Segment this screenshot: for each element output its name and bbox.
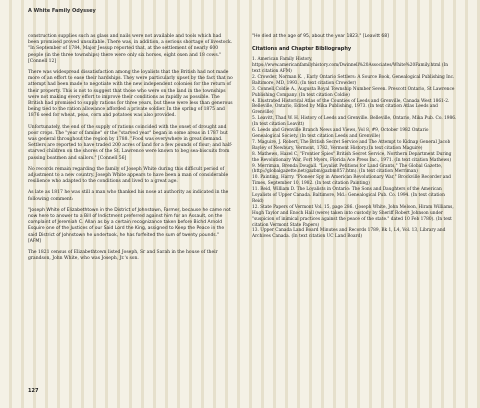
document-page bbox=[28, 8, 458, 400]
block-quote: "Joseph White of Elizabethtown in the District of Johnstown, Farmer, because he came not now here to answer to a Bill of Indictment preferred against him for an Assault, on the complaint of Jeremiah C. Allan as by a certain recognizance taken before Bichd Arnold Esquire one of the Justices of our Said Lord the King, assigned to Keep the Peace in the said District of Johnstown he undertook, he has forfeited the sum of twenty pounds." [AFM] bbox=[28, 207, 231, 244]
bibliography-entry: 10. Painting, Harry. "Pioneer Spy in American Revolutionary War," Brockville Recorder and Times, September 10, 1982. (In text citation Painting) bbox=[252, 175, 451, 187]
bibliography-entry: 9. Merriman, Brenda Dougall. "Loyalist Petitions for Land Grants," The Global Gazette, (http://globalgazette.net/gazbm/gazbm057.htm). (In text citation Merriman) bbox=[252, 163, 443, 175]
paragraph: As late as 1817 he was still a man who thanked his nose at authority as indicated in the following comment: bbox=[28, 190, 229, 202]
paragraph: The 1821 census of Elizabethtown listed Joseph, Sr and Sarah in the house of their grandson, John White, who was Joseph, Jr.'s son. bbox=[28, 250, 218, 262]
paragraph: No records remain regarding the family of Joseph White during this difficult period of adjustment to a new country. Joseph White appears to have been a man of considerable resilience who adapted to the conditions and lived to a great age. bbox=[28, 166, 229, 185]
paragraph: construction supplies such as glass and nails were not available and tools which had been promised proved unsuitable. There was, in addition, a serious shortage of livestock. "In September of 1784, Major Jessup reported that, at the settlement of nearly 600 people (in the three townships) there were only six horses, eight oxen and 18 cows." [Connell 12] bbox=[28, 34, 233, 64]
section-title: Citations and Chapter Bibliography bbox=[252, 46, 352, 53]
bibliography-entry: 2. Crowder, Norman K. , Early Ontario Settlers: A Source Book, Genealogical Publishing Inc. Baltimore, MD, 1993. (In text citation Crowder) bbox=[252, 74, 455, 86]
bibliography-entry: 1. American Family History, https://www.americanfamilyhistory.com/Dwinnell%20Associates/White%20Family.html (In text citation AFM) bbox=[252, 57, 448, 75]
bibliography-entry: 5. Leavitt, Thad W. H. History of Leeds and Grenville. Belleville, Ontario, Mika Pub. Co. 1986. (In text citation Leavitt) bbox=[252, 116, 457, 128]
closing-quote: "He died at the age of 95, about the year 1823." [Leavitt 68] bbox=[252, 34, 389, 39]
bibliography-entry: 4. Illustrated Historical Atlas of the Counties of Leeds and Grenville, Canada West 1861-2. Belleville, Ontario, Edited by Mika Publishing, 1973. (In text citation Atlas Leeds and Grenville) bbox=[252, 98, 450, 116]
bibliography-list bbox=[252, 57, 457, 240]
page-number: 127 bbox=[28, 388, 39, 394]
bibliography-entry: 7. Maguire, J. Robert, The British Secret Service and The Attempt to Kidnap General Jacob Bayley of Newbury, Vermont, 1782, Vermont History.(In text citation Maguire) bbox=[252, 139, 451, 151]
bibliography-entry: 11. Reid, William D. The Loyalists in Ontario: The Sons and Daughters of the American Loyalists of Upper Canada. Baltimore, Md.: Genealogical Pub. Co. 1994. (In text citation Reid) bbox=[252, 187, 445, 204]
paragraph: Unfortunately, the end of the supply of rations coincided with the onset of drought and poor crops. The "year of famine" or the "starved year" began in some areas in 1787 but was general throughout the region by 1788. "Food was everywhere in great demand. Settlers are reported to have traded 200 acres of land for a few pounds of flour; and half-starved children on the shores of the St. Lawrence were known to beg sea-biscuits from passing boatmen and sailors." [Connell 56] bbox=[28, 124, 233, 161]
paragraph: There was widespread dissatisfaction among the loyalists that the British had not made more of an effort to ease their hardships. They were particularly upset by the fact that no attempt had been made to negotiate with the new independent colonies for the return of their property. This is not to suggest that those who were on the land in the townships were not making every effort to improve their conditions as rapidly as possible. The British had promised to supply rations for three years, but these were less than generous being tied to the ration allowance afforded a private soldier. In the spring of 1875 and 1876 seed for wheat, peas, corn and potatoes was also provided. bbox=[28, 70, 233, 119]
bibliography-entry: 6. Leeds and Grenville Branch News and Views, Vol 8, #9, October 1982 Ontario Genealogical Society. (In text citation Leeds and Grenville) bbox=[252, 128, 429, 139]
right-column bbox=[252, 34, 457, 240]
bibliography-entry: 13. Upper Canada Land Board Minutes and Records 1789, Bk 1, L4, Vol. 13, Library and Archives Canada. (In text citation UC Land Board) bbox=[252, 228, 446, 240]
bibliography-entry: 12. State Papers of Vermont Vol. 15, page 286. (Joseph White, John Meloon, Hiram Williams, Hugh Taylor and Enoch Hall (were) taken into custody by Sheriff Robert Johnson under "suspicion of inimical practices against the peace of the state." dated 10 Feb 1780). (In text citation Vermont State Papers) bbox=[252, 204, 454, 228]
bibliography-entry: 8. Mathews, Hazel C, "Frontier Spies" British Secret Service, Northern Department During the Revolutionary War, Fort Myers, Florida Ace Press Inc., 1971. (In text citation Mathews) bbox=[252, 151, 452, 163]
left-column bbox=[28, 34, 233, 268]
bibliography-entry: 3. Connell,Coldie A., Augusta Royal Township Number Seven. Prescott Ontario, St Lawrence Publishing Company. (In text citation Coldie) bbox=[252, 86, 455, 98]
running-header: A White Family Odyssey bbox=[28, 8, 96, 14]
